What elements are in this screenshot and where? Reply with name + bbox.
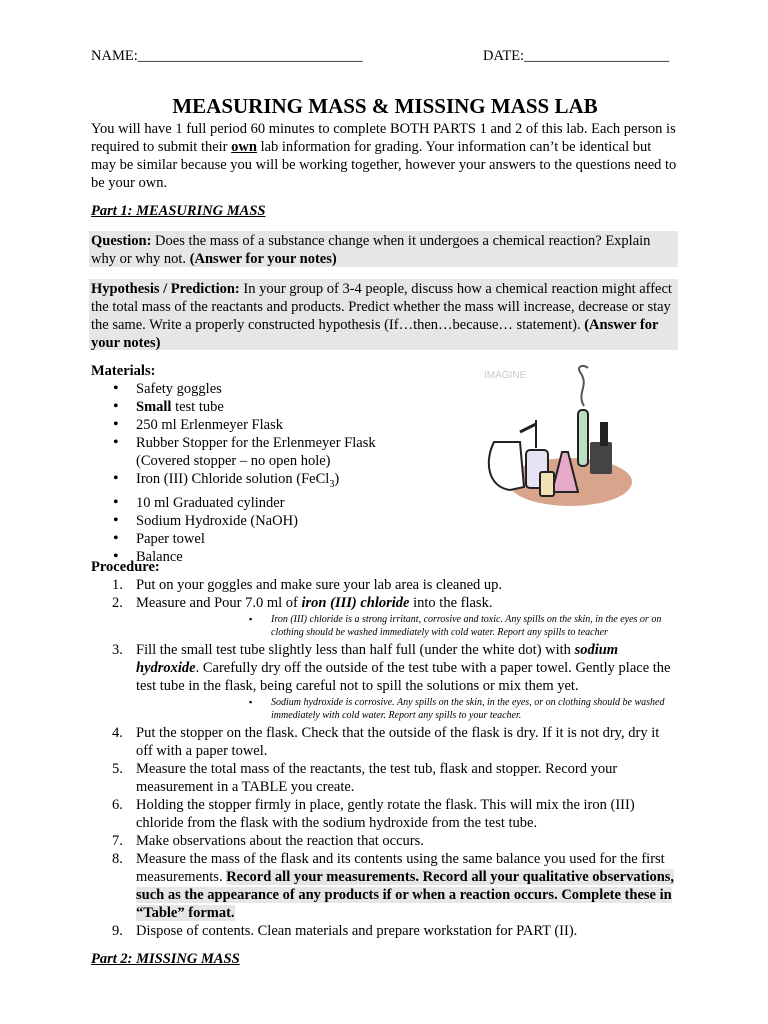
material-fecl: Iron (III) Chloride solution (FeCl [136, 471, 330, 487]
step-8-highlight: Record all your measurements. Record all your qualitative observations, such as the appearance of any products if or when a reaction occurs. Complete these in “Table” format. [136, 869, 675, 921]
intro-text-a: You will have 1 full period 60 minutes to complete BOTH PARTS 1 and 2 of this lab. Each person is required to submit their [91, 121, 676, 155]
list-item: 6. Holding the stopper firmly in place, gently rotate the flask. This will mix the iron (III) chloride from the flask with the sodium hydroxide from the test tube. [112, 797, 635, 831]
list-item: 1. Put on your goggles and make sure your lab area is cleaned up. [112, 577, 503, 593]
step-8: Measure the mass of the flask and its contents using the same balance you used for the first measurements. [136, 851, 665, 885]
header-line [91, 47, 679, 67]
beaker-icon [540, 472, 554, 496]
step-4: Put the stopper on the flask. Check that the outside of the flask is dry. If it is not dry, dry it off with a paper towel. [136, 725, 660, 759]
material-towel: Paper towel [136, 530, 205, 547]
question-text: Does the mass of a substance change when it undergoes a chemical reaction? Explain why or why not. [91, 233, 651, 267]
procedure-list [91, 576, 679, 940]
materials-list [91, 380, 471, 566]
question-label: Question: [91, 233, 152, 249]
step-9: Dispose of contents. Clean materials and prepare workstation for PART (II). [136, 923, 578, 939]
intro-own: own [231, 139, 257, 155]
material-tube: test tube [171, 399, 224, 415]
name-field-label: NAME:_______________________________ [91, 48, 363, 64]
hypothesis-note: (Answer for your notes) [91, 317, 659, 351]
material-balance: Balance [136, 548, 183, 565]
list-item: 3. Fill the small test tube slightly less than half full (under the white dot) with sodium hydroxide. Carefully dry off the outside of the test tube with a paper towel. Gently place the test tube in the flask, being careful not to spill the solutions or mix them yet. ▪ Sodium hydroxide is corrosive. Any spills on the skin, in the eyes, or on clothing should be washed immediately with cold water. Report any spills to your teacher. [91, 641, 679, 722]
list-item: 5. Measure the total mass of the reactants, the test tub, flask and stopper. Record your measurement in a TABLE you create. [112, 761, 618, 795]
list-item [91, 512, 471, 530]
list-item [91, 398, 471, 416]
retort-neck [520, 424, 536, 432]
microscope-arm [600, 422, 608, 446]
list-item [91, 470, 471, 494]
step-3-note: ▪ Sodium hydroxide is corrosive. Any spills on the skin, in the eyes, or on clothing should be washed immediately with cold water. Report any spills to your teacher. [249, 697, 665, 721]
list-item: 4. Put the stopper on the flask. Check that the outside of the flask is dry. If it is not dry, dry it off with a paper towel. [112, 725, 660, 759]
intro-paragraph [91, 120, 679, 192]
step-3-chem: sodium hydroxide [136, 642, 619, 676]
page-title: MEASURING MASS & MISSING MASS LAB [172, 94, 598, 118]
date-field-label: DATE:____________________ [483, 48, 670, 64]
part1-heading: Part 1: MEASURING MASS [91, 203, 266, 219]
step-1: Put on your goggles and make sure your lab area is cleaned up. [136, 577, 503, 593]
lab-equipment-illustration [480, 362, 633, 510]
question-note: (Answer for your notes) [189, 251, 337, 267]
list-item: 2. Measure and Pour 7.0 ml of iron (III) chloride into the flask. ▪ Iron (III) chloride is a strong irritant, corrosive and toxic. Any spills on the skin, in the eyes or on clothing should be washed immediately with cold water. Report any spills to teacher [91, 594, 679, 639]
microscope-icon [590, 442, 612, 474]
material-naoh: Sodium Hydroxide (NaOH) [136, 512, 298, 529]
step-3-end: . Carefully dry off the outside of the test tube with a paper towel. Gently place the test tube in the flask, being careful not to spill the solutions or mix them yet. [136, 660, 671, 694]
step-6: Holding the stopper firmly in place, gently rotate the flask. This will mix the iron (III) chloride from the flask with the sodium hydroxide from the test tube. [136, 797, 635, 831]
list-item [91, 380, 471, 398]
list-item [91, 494, 471, 512]
hypothesis-label: Hypothesis / Prediction: [91, 281, 240, 297]
material-tube-bold: Small [136, 399, 172, 415]
hypothesis-box [89, 279, 678, 350]
material-goggles: Safety goggles [136, 381, 222, 397]
list-item [91, 416, 471, 434]
step-3: Fill the small test tube slightly less than half full (under the white dot) with [136, 642, 575, 658]
material-stopper-note: (Covered stopper – no open hole) [136, 453, 331, 469]
step-2-chem: iron (III) chloride [301, 595, 410, 611]
intro-text-b: lab information for grading. Your information can’t be identical but may be similar because you will be working together, however your answers to the questions need to be your own. [91, 139, 677, 191]
step-2-end: into the flask. [409, 595, 493, 611]
hypothesis-text: In your group of 3-4 people, discuss how a chemical reaction might affect the total mass of the reactants and products. Predict whether the mass will increase, decrease or stay the same. Write a properly constructed hypothesis (If…then…because… statement). [91, 281, 672, 333]
material-fecl-end: ) [334, 471, 340, 487]
list-item: 8. Measure the mass of the flask and its contents using the same balance you used for the first measurements. Record all your measurements. Record all your qualitative observations, such as the appearance of any products if or when a reaction occurs. Complete these in “Table” format. [112, 851, 675, 921]
material-flask: 250 ml Erlenmeyer Flask [136, 417, 283, 433]
step-2-note: ▪ Iron (III) chloride is a strong irritant, corrosive and toxic. Any spills on the skin, in the eyes or on clothing should be washed immediately with cold water. Report any spills to teacher [249, 614, 662, 638]
material-fecl-sub: 3 [329, 478, 335, 490]
list-item: 7. Make observations about the reaction that occurs. [112, 833, 424, 849]
smoke-icon [579, 366, 588, 406]
procedure-heading: Procedure: [91, 559, 160, 575]
step-7: Make observations about the reaction that occurs. [136, 833, 424, 849]
step-2: Measure and Pour 7.0 ml of [136, 595, 302, 611]
step-5: Measure the total mass of the reactants, the test tub, flask and stopper. Record your measurement in a TABLE you create. [136, 761, 618, 795]
material-stopper: Rubber Stopper for the Erlenmeyer Flask [136, 435, 376, 451]
retort-icon [489, 442, 524, 490]
test-tube-icon [578, 410, 588, 466]
list-item: 9. Dispose of contents. Clean materials and prepare workstation for PART (II). [112, 923, 578, 939]
list-item [91, 530, 471, 548]
part2-heading: Part 2: MISSING MASS [91, 951, 240, 967]
illustration-watermark: IMAGINE [484, 370, 527, 381]
materials-heading: Materials: [91, 363, 156, 379]
question-box [89, 231, 678, 267]
material-cylinder: 10 ml Graduated cylinder [136, 494, 285, 511]
list-item [91, 434, 471, 470]
